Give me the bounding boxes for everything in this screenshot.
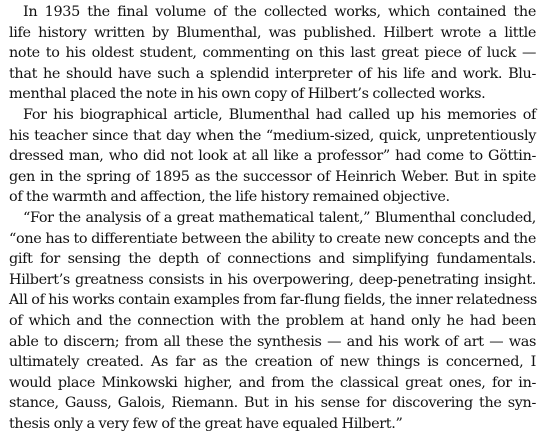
text-line: Hilbert’s greatness consists in his overpowering, deep-penetrating insight.: [9, 271, 536, 288]
paragraph-blumenthal-quote: [9, 208, 536, 434]
text-line: All of his works contain examples from far-flung fields, the inner relatedness: [9, 292, 537, 309]
text-line: ultimately created. As far as the creation of new things is concerned, I: [9, 354, 536, 371]
text-line: gen in the spring of 1895 as the successor of Heinrich Weber. But in spite: [9, 168, 536, 185]
text-line: would place Minkowski higher, and from the classical great ones, for in-: [9, 374, 536, 391]
text-line: life history written by Blumenthal, was published. Hilbert wrote a little: [9, 24, 536, 41]
text-line: able to discern; from all these the synthesis — and his work of art — was: [9, 333, 536, 350]
text-line: his teacher since that day when the “medium-sized, quick, unpretentiously: [9, 127, 536, 144]
text-line: “one has to differentiate between the ability to create new concepts and the: [9, 230, 536, 247]
text-line: “For the analysis of a great mathematical talent,” Blumenthal concluded,: [23, 209, 536, 226]
text-line: that he should have such a splendid interpreter of his life and work. Blu-: [9, 65, 536, 82]
text-line: menthal placed the note in his own copy of Hilbert’s collected works.: [9, 86, 486, 103]
text-line: In 1935 the final volume of the collected works, which contained the: [23, 4, 536, 20]
text-line: stance, Gauss, Galois, Riemann. But in his sense for discovering the syn-: [9, 395, 536, 412]
paragraph-biographical-article: [9, 105, 536, 208]
text-line: of the warmth and affection, the life history remained objective.: [9, 189, 450, 206]
text-line: thesis only a very few of the great have equaled Hilbert.”: [9, 415, 403, 432]
text-line: For his biographical article, Blumenthal had called up his memories of: [23, 106, 536, 123]
paragraph-collected-works: [9, 2, 536, 105]
text-line: of which and the connection with the problem at hand only he had been: [9, 312, 536, 329]
text-line: gift for sensing the depth of connections and simplifying fundamentals.: [9, 251, 536, 268]
text-line: note to his oldest student, commenting on this last great piece of luck —: [9, 45, 536, 62]
text-line: dressed man, who did not look at all like a professor” had come to Göttin-: [9, 148, 536, 165]
